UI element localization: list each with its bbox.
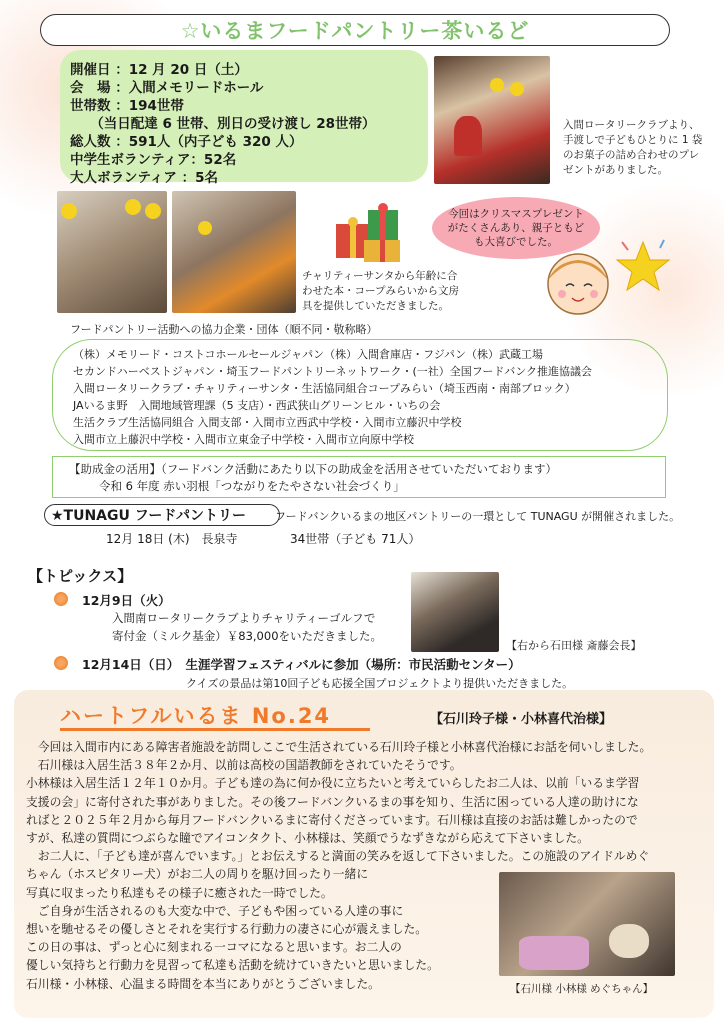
heartful-names: 【石川玲子様・小林喜代治様】 bbox=[430, 712, 613, 727]
child-illustration bbox=[538, 240, 618, 322]
speech-bubble: 今回はクリスマスプレゼント がたくさんあり、親子ともど も大喜びでした。 bbox=[432, 197, 600, 259]
heartful-photo bbox=[499, 872, 675, 976]
present-illustration bbox=[328, 190, 408, 268]
santa-photo bbox=[434, 56, 550, 184]
dog-figure bbox=[609, 924, 649, 958]
sponsors-heading: フードパントリー活動への協力企業・団体（順不同・敬称略） bbox=[70, 323, 378, 336]
sponsor-line: JAいるま野 入間地域管理課（5 支店）・西武狭山グリーンヒル・いちの会 bbox=[73, 399, 441, 412]
flower-icon bbox=[54, 656, 68, 670]
blanket bbox=[519, 936, 589, 970]
event-venue: 会 場 ：入間メモリードホール bbox=[70, 80, 264, 96]
sponsor-line: セカンドハーベストジャパン・埼玉フードパントリーネットワーク・(一社）全国フードバンク推進協議会 bbox=[73, 365, 592, 378]
tunagu-date: 12月 18日 (木) 長泉寺 bbox=[106, 532, 238, 546]
topic2-subtext: クイズの景品は第10回子ども応援全国プロジェクトより提供いただきました。 bbox=[186, 677, 574, 690]
face-sticker bbox=[145, 203, 161, 219]
face-sticker bbox=[125, 199, 141, 215]
tunagu-description: フードバンクいるまの地区パントリーの一環として TUNAGU が開催されました。 bbox=[275, 510, 681, 523]
face-sticker bbox=[490, 78, 504, 92]
event-student-volunteers: 中学生ボランティア：52名 bbox=[70, 152, 237, 168]
sponsors-box bbox=[52, 339, 668, 451]
event-adult-volunteers: 大人ボランティア ：5名 bbox=[70, 170, 219, 186]
donation-photo-caption: 【右から石田様 斎藤会長】 bbox=[506, 639, 642, 652]
sponsor-line: （株）メモリード・コストコホールセールジャパン（株）入間倉庫店・フジパン（株）武蔵工場 bbox=[73, 348, 543, 361]
event-info-box bbox=[60, 50, 428, 186]
topics-heading: 【トピックス】 bbox=[28, 567, 133, 585]
flower-icon bbox=[54, 592, 68, 606]
donation-photo bbox=[411, 572, 499, 652]
heartful-title-underline bbox=[60, 728, 370, 731]
rotary-caption: 入間ロータリークラブより、 手渡しで子どもひとりに 1 袋 のお菓子の詰め合わせのプレ ゼントがありました。 bbox=[563, 119, 703, 176]
topic2-heading: 12月14日（日） 生涯学習フェスティバルに参加（場所：市民活動センター） bbox=[82, 657, 521, 672]
tunagu-tag: ★TUNAGU フードパントリー bbox=[44, 504, 280, 526]
volunteers-photo bbox=[57, 191, 167, 313]
topic1-line1: 入間南ロータリークラブよりチャリティーゴルフで bbox=[112, 611, 376, 625]
charity-caption: チャリティーサンタから年齢に合 わせた本・コープみらいから文房 具を提供していただきました。 bbox=[302, 270, 459, 312]
heartful-body: 今回は入間市内にある障害者施設を訪問しここで生活されている石川玲子様と小林喜代治様にお話を伺いしました。 石川様は入居生活３８年２か月、以前は高校の国語教師をされていたそうです。 小林様は入居生活１２年１０か月。子ども達の為に何か役に立ちたいと考えていらしたお二人は、以前「いるま学習 支援の会」に寄付された事がありました。その後フードバンクいるまの事を知り、生活に困っている人達の助けにな ればと２０２５年２月から毎月フードバンクいるまに寄付くださっています。石川様は直接のお話は難しかったので すが、私達の質問につぶらな瞳でアイコンタクト、小林様は、笑顔でうなずきながら応えて下さいました。 お二人に、「子ども達が喜んでいます。」とお伝えすると満面の笑みを返して下さいました。この施設のアイドルめぐ ちゃん（ホスピタリー犬）がお二人の周りを駆け回ったり一緒に 写真に収まったり私達もその様子に癒された一時でした。 ご自身が生活されるのも大変な中で、子どもや困っている人達の事に 想いを馳せるその優しさとそれを実行する行動力の凄さに心が震えました。 この日の事は、ずっと心に刻まれる一コマになると思います。お二人の 優しい気持ちと行動力を見習って私達も活動を続けていきたいと思いました。 石川様・小林様、心温まる時間を本当にありがとうございました。 bbox=[26, 740, 652, 991]
event-households-detail: （当日配達 6 世帯、別日の受け渡し 28世帯） bbox=[70, 116, 376, 132]
topic1-line2: 寄付金（ミルク基金）￥83,000をいただきました。 bbox=[112, 629, 383, 643]
grant-box bbox=[52, 456, 666, 498]
event-households: 世帯数 ：194世帯 bbox=[70, 98, 184, 114]
sponsor-line: 生活クラブ生活協同組合 入間支部・入間市立西武中学校・入間市立藤沢中学校 bbox=[73, 416, 462, 429]
sponsor-line: 入間ロータリークラブ・チャリティーサンタ・生活協同組合コープみらい（埼玉西南・南部ブロック） bbox=[73, 382, 576, 395]
sponsor-line: 入間市立上藤沢中学校・入間市立東金子中学校・入間市立向原中学校 bbox=[73, 433, 414, 446]
star-icon bbox=[612, 236, 674, 296]
children-photo bbox=[172, 191, 296, 313]
face-sticker bbox=[198, 221, 212, 235]
grant-detail: 令和 6 年度 赤い羽根「つながりをたやさない社会づくり」 bbox=[99, 479, 405, 493]
topic1-date: 12月9日（火） bbox=[82, 593, 171, 608]
event-total-people: 総人数 ：591人（内子ども 320 人） bbox=[70, 134, 303, 150]
face-sticker bbox=[61, 203, 77, 219]
newsletter-title-banner bbox=[40, 14, 670, 46]
newsletter-title: ☆いるまフードパントリー茶いるど bbox=[180, 19, 530, 43]
heartful-photo-caption: 【石川様 小林様 めぐちゃん】 bbox=[510, 983, 654, 995]
tunagu-households: 34世帯（子ども 71人） bbox=[290, 532, 421, 546]
event-date: 開催日 ：12 月 20 日（土） bbox=[70, 62, 248, 78]
grant-title: 【助成金の活用】（フードバンク活動にあたり以下の助成金を活用させていただいております） bbox=[69, 462, 557, 476]
face-sticker bbox=[510, 82, 524, 96]
santa-figure bbox=[454, 116, 482, 156]
heartful-title: ハートフルいるま No.24 bbox=[60, 704, 332, 728]
